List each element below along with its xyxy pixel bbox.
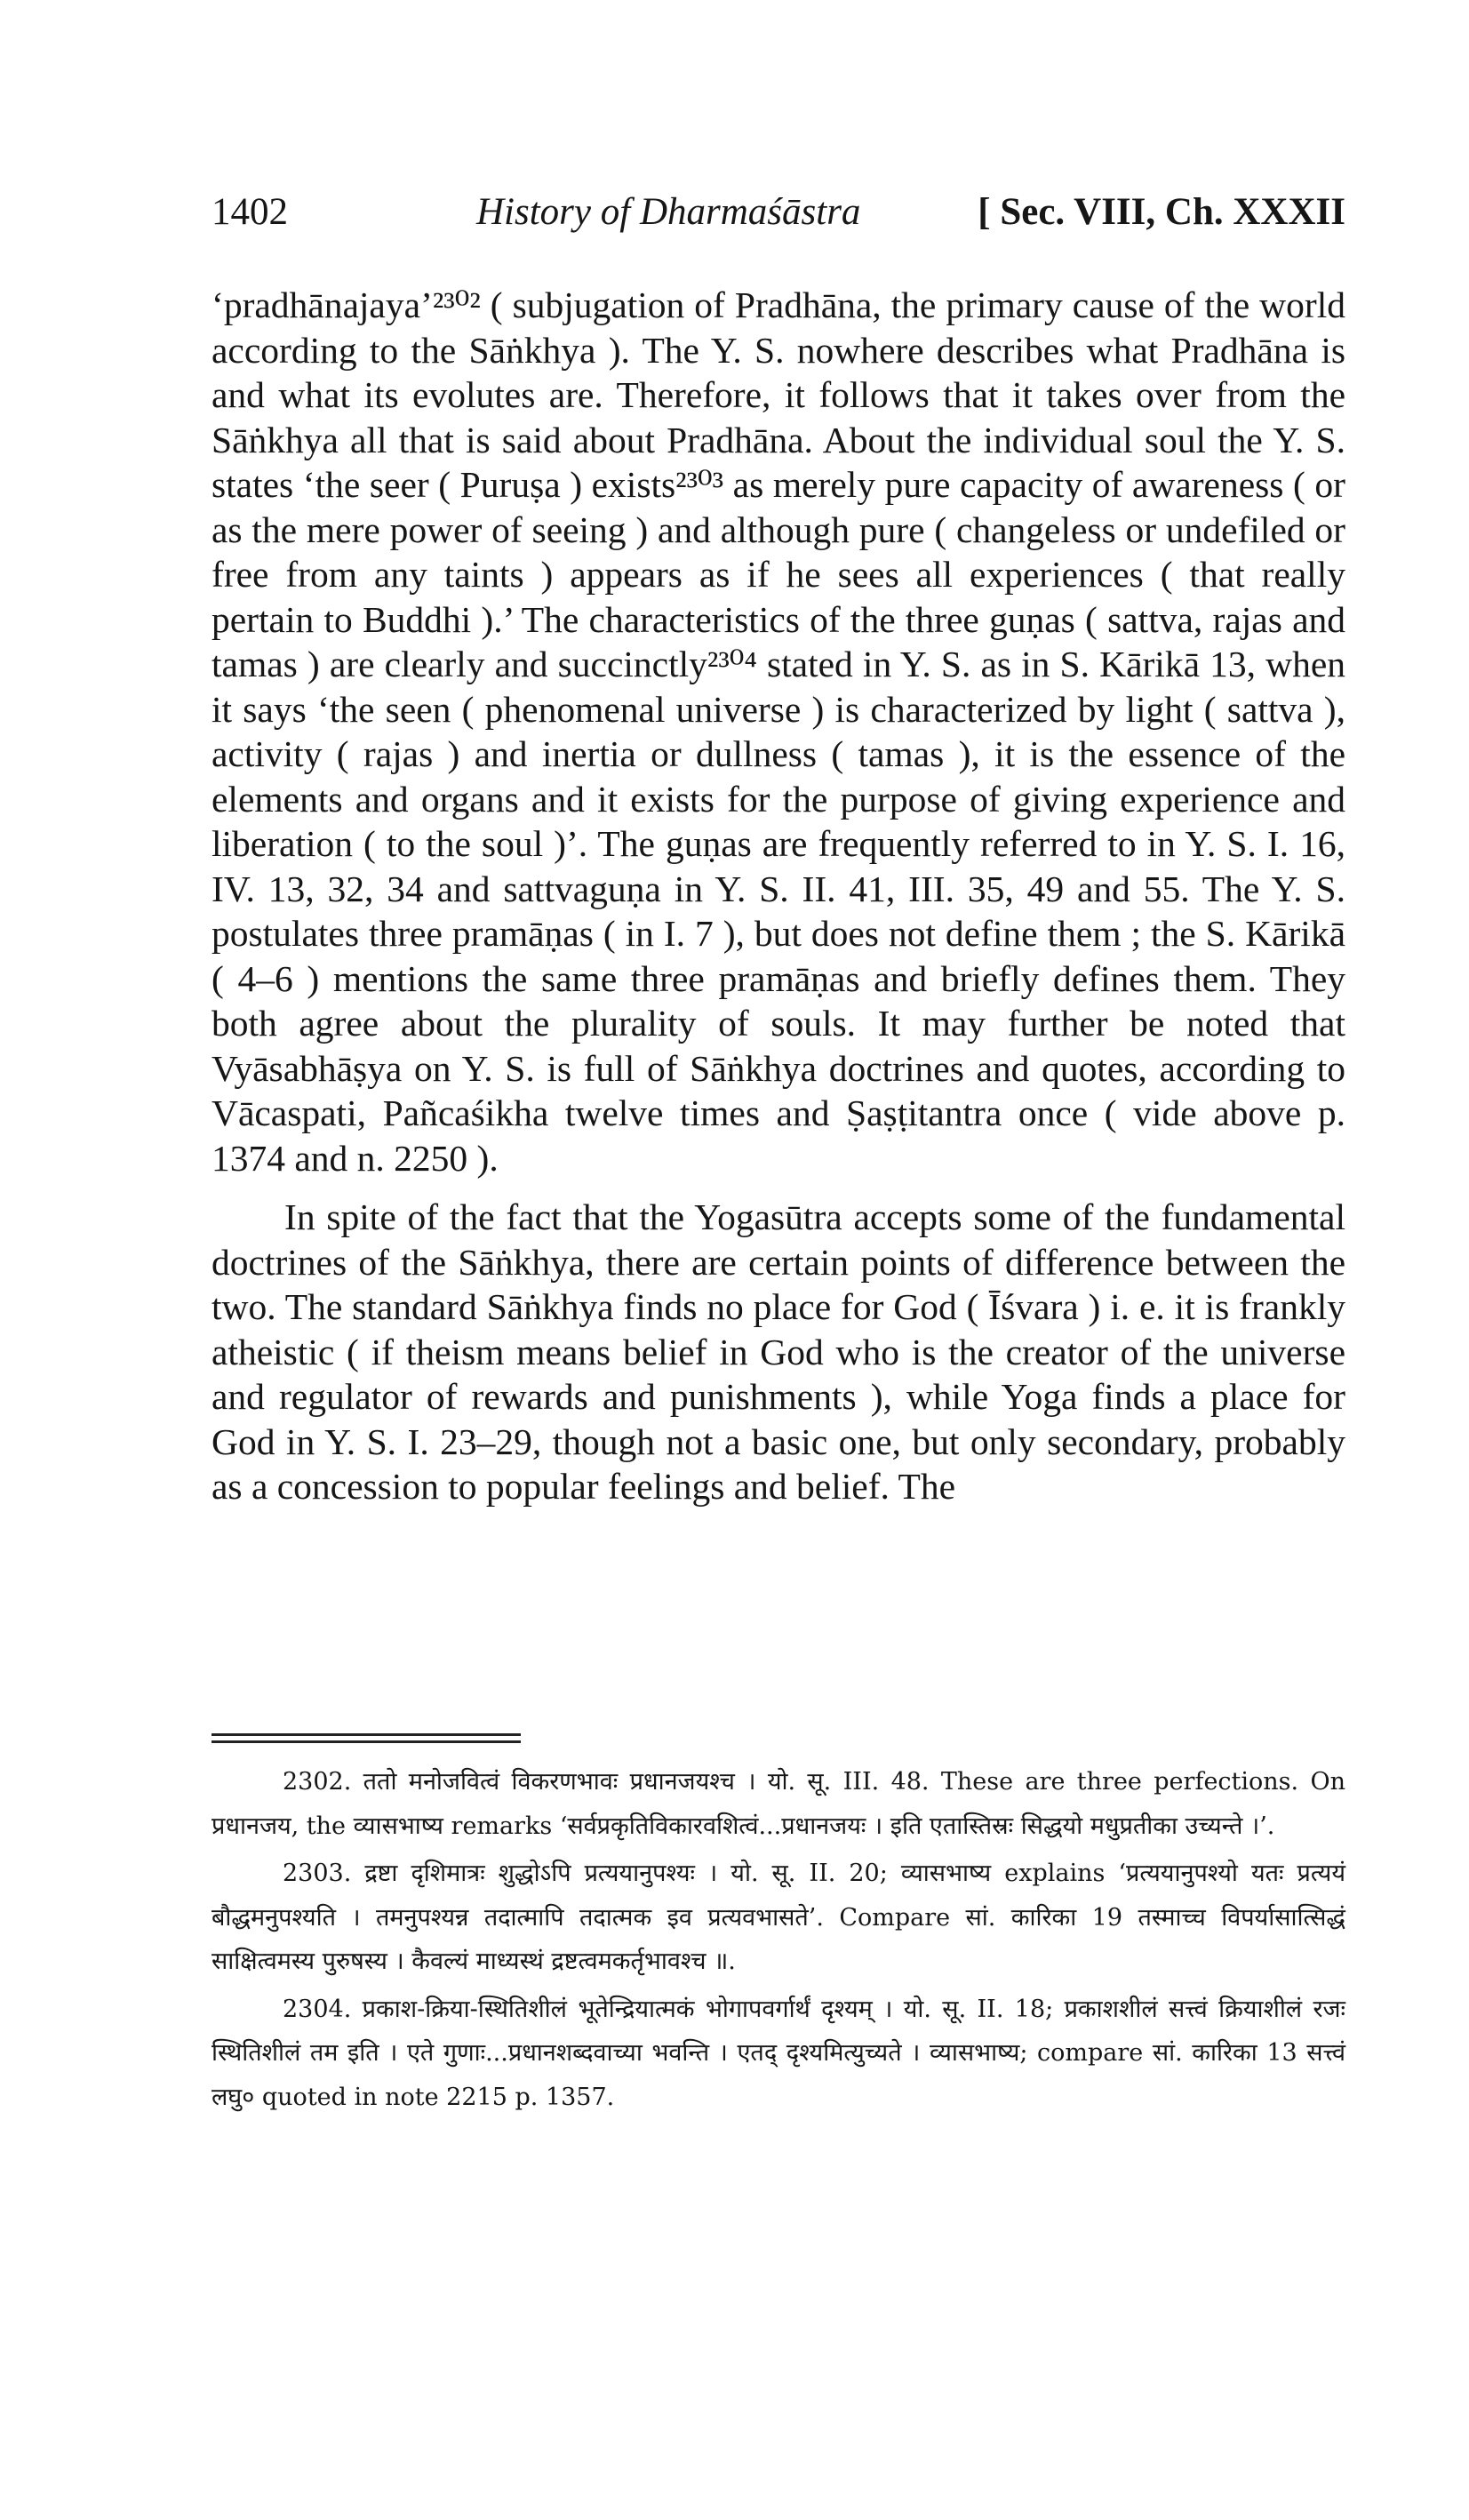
running-header (212, 190, 1345, 244)
paragraph: ‘pradhānajaya’²³⁰² ( subjugation of Pradhāna, the primary cause of the world according to the Sāṅkhya ). The Y. S. nowhere describes what Pradhāna is and what its evolutes are. Therefore, it follows that it takes over from the Sāṅkhya all that is said about Pradhāna. About the individual soul the Y. S. states ‘the seer ( Puruṣa ) exists²³⁰³ as merely pure capacity of awareness ( or as the mere power of seeing ) and although pure ( changeless or undefiled or free from any taints ) appears as if he sees all experiences ( that really pertain to Buddhi ).’ The characteristics of the three guṇas ( sattva, rajas and tamas ) are clearly and succinctly²³⁰⁴ stated in Y. S. as in S. Kārikā 13, when it says ‘the seen ( phenomenal universe ) is characterized by light ( sattva ), activity ( rajas ) and inertia or dullness ( tamas ), it is the essence of the elements and organs and it exists for the purpose of giving experience and liberation ( to the soul )’. The guṇas are frequently referred to in Y. S. I. 16, IV. 13, 32, 34 and sattvaguṇa in Y. S. II. 41, III. 35, 49 and 55. The Y. S. postulates three pramāṇas ( in I. 7 ), but does not define them ; the S. Kārikā ( 4–6 ) mentions the same three pramāṇas and briefly defines them. They both agree about the plurality of souls. It may further be noted that Vyāsabhāṣya on Y. S. is full of Sāṅkhya doctrines and quotes, according to Vācaspati, Pañcaśikha twelve times and Ṣaṣṭitantra once ( vide above p. 1374 and n. 2250 ). (212, 284, 1345, 1179)
footnote-divider (212, 1733, 521, 1736)
running-title: History of Dharmaśāstra (476, 191, 861, 233)
footnote-2304: 2304. प्रकाश-क्रिया-स्थितिशीलं भूतेन्द्रियात्मकं भोगापवर्गार्थं दृश्यम् । यो. सू. II. 18; प्रकाशशीलं सत्त्वं क्रियाशीलं रजः स्थितिशीलं तम इति । एते गुणाः...प्रधानशब्दवाच्या भवन्ति । एतद् दृश्यमित्युच्यते । व्यासभाष्य; compare सां. कारिका 13 सत्त्वं लघु० quoted in note 2215 p. 1357. (212, 1995, 1345, 2111)
footnote-divider (212, 1740, 521, 1743)
footnote-2303: 2303. द्रष्टा दृशिमात्रः शुद्धोऽपि प्रत्ययानुपश्यः । यो. सू. II. 20; व्यासभाष्य explains ‘प्रत्ययानुपश्यो यतः प्रत्ययं बौद्धमनुपश्यति । तमनुपश्यन्न तदात्मापि तदात्मक इव प्रत्यवभासते’. Compare सां. कारिका 19 तस्माच्च विपर्यासात्सिद्धं साक्षित्वमस्य पुरुषस्य । कैवल्यं माध्यस्थं द्रष्टत्वमकर्तृभावश्च ॥. (212, 1860, 1345, 1975)
footnote-2302: 2302. ततो मनोजवित्वं विकरणभावः प्रधानजयश्च । यो. सू. III. 48. These are three perfections. On प्रधानजय, the व्यासभाष्य remarks ‘सर्वप्रकृतिविकारवशित्वं...प्रधानजयः । इति एतास्तिस्रः सिद्धयो मधुप्रतीका उच्यन्ते ।’. (212, 1768, 1345, 1840)
page-number: 1402 (212, 191, 288, 233)
paragraph: In spite of the fact that the Yogasūtra accepts some of the fundamental doctrines of the Sāṅkhya, there are certain points of difference between the two. The standard Sāṅkhya finds no place for God ( Īśvara ) i. e. it is frankly atheistic ( if theism means belief in God who is the creator of the universe and regulator of rewards and punishments ), while Yoga finds a place for God in Y. S. I. 23–29, though not a basic one, but only secondary, probably as a concession to popular feelings and belief. The (212, 1196, 1345, 1507)
main-text (212, 283, 1345, 1509)
section-reference: [ Sec. VIII, Ch. XXXII (978, 191, 1345, 233)
footnotes (212, 1760, 1345, 2119)
